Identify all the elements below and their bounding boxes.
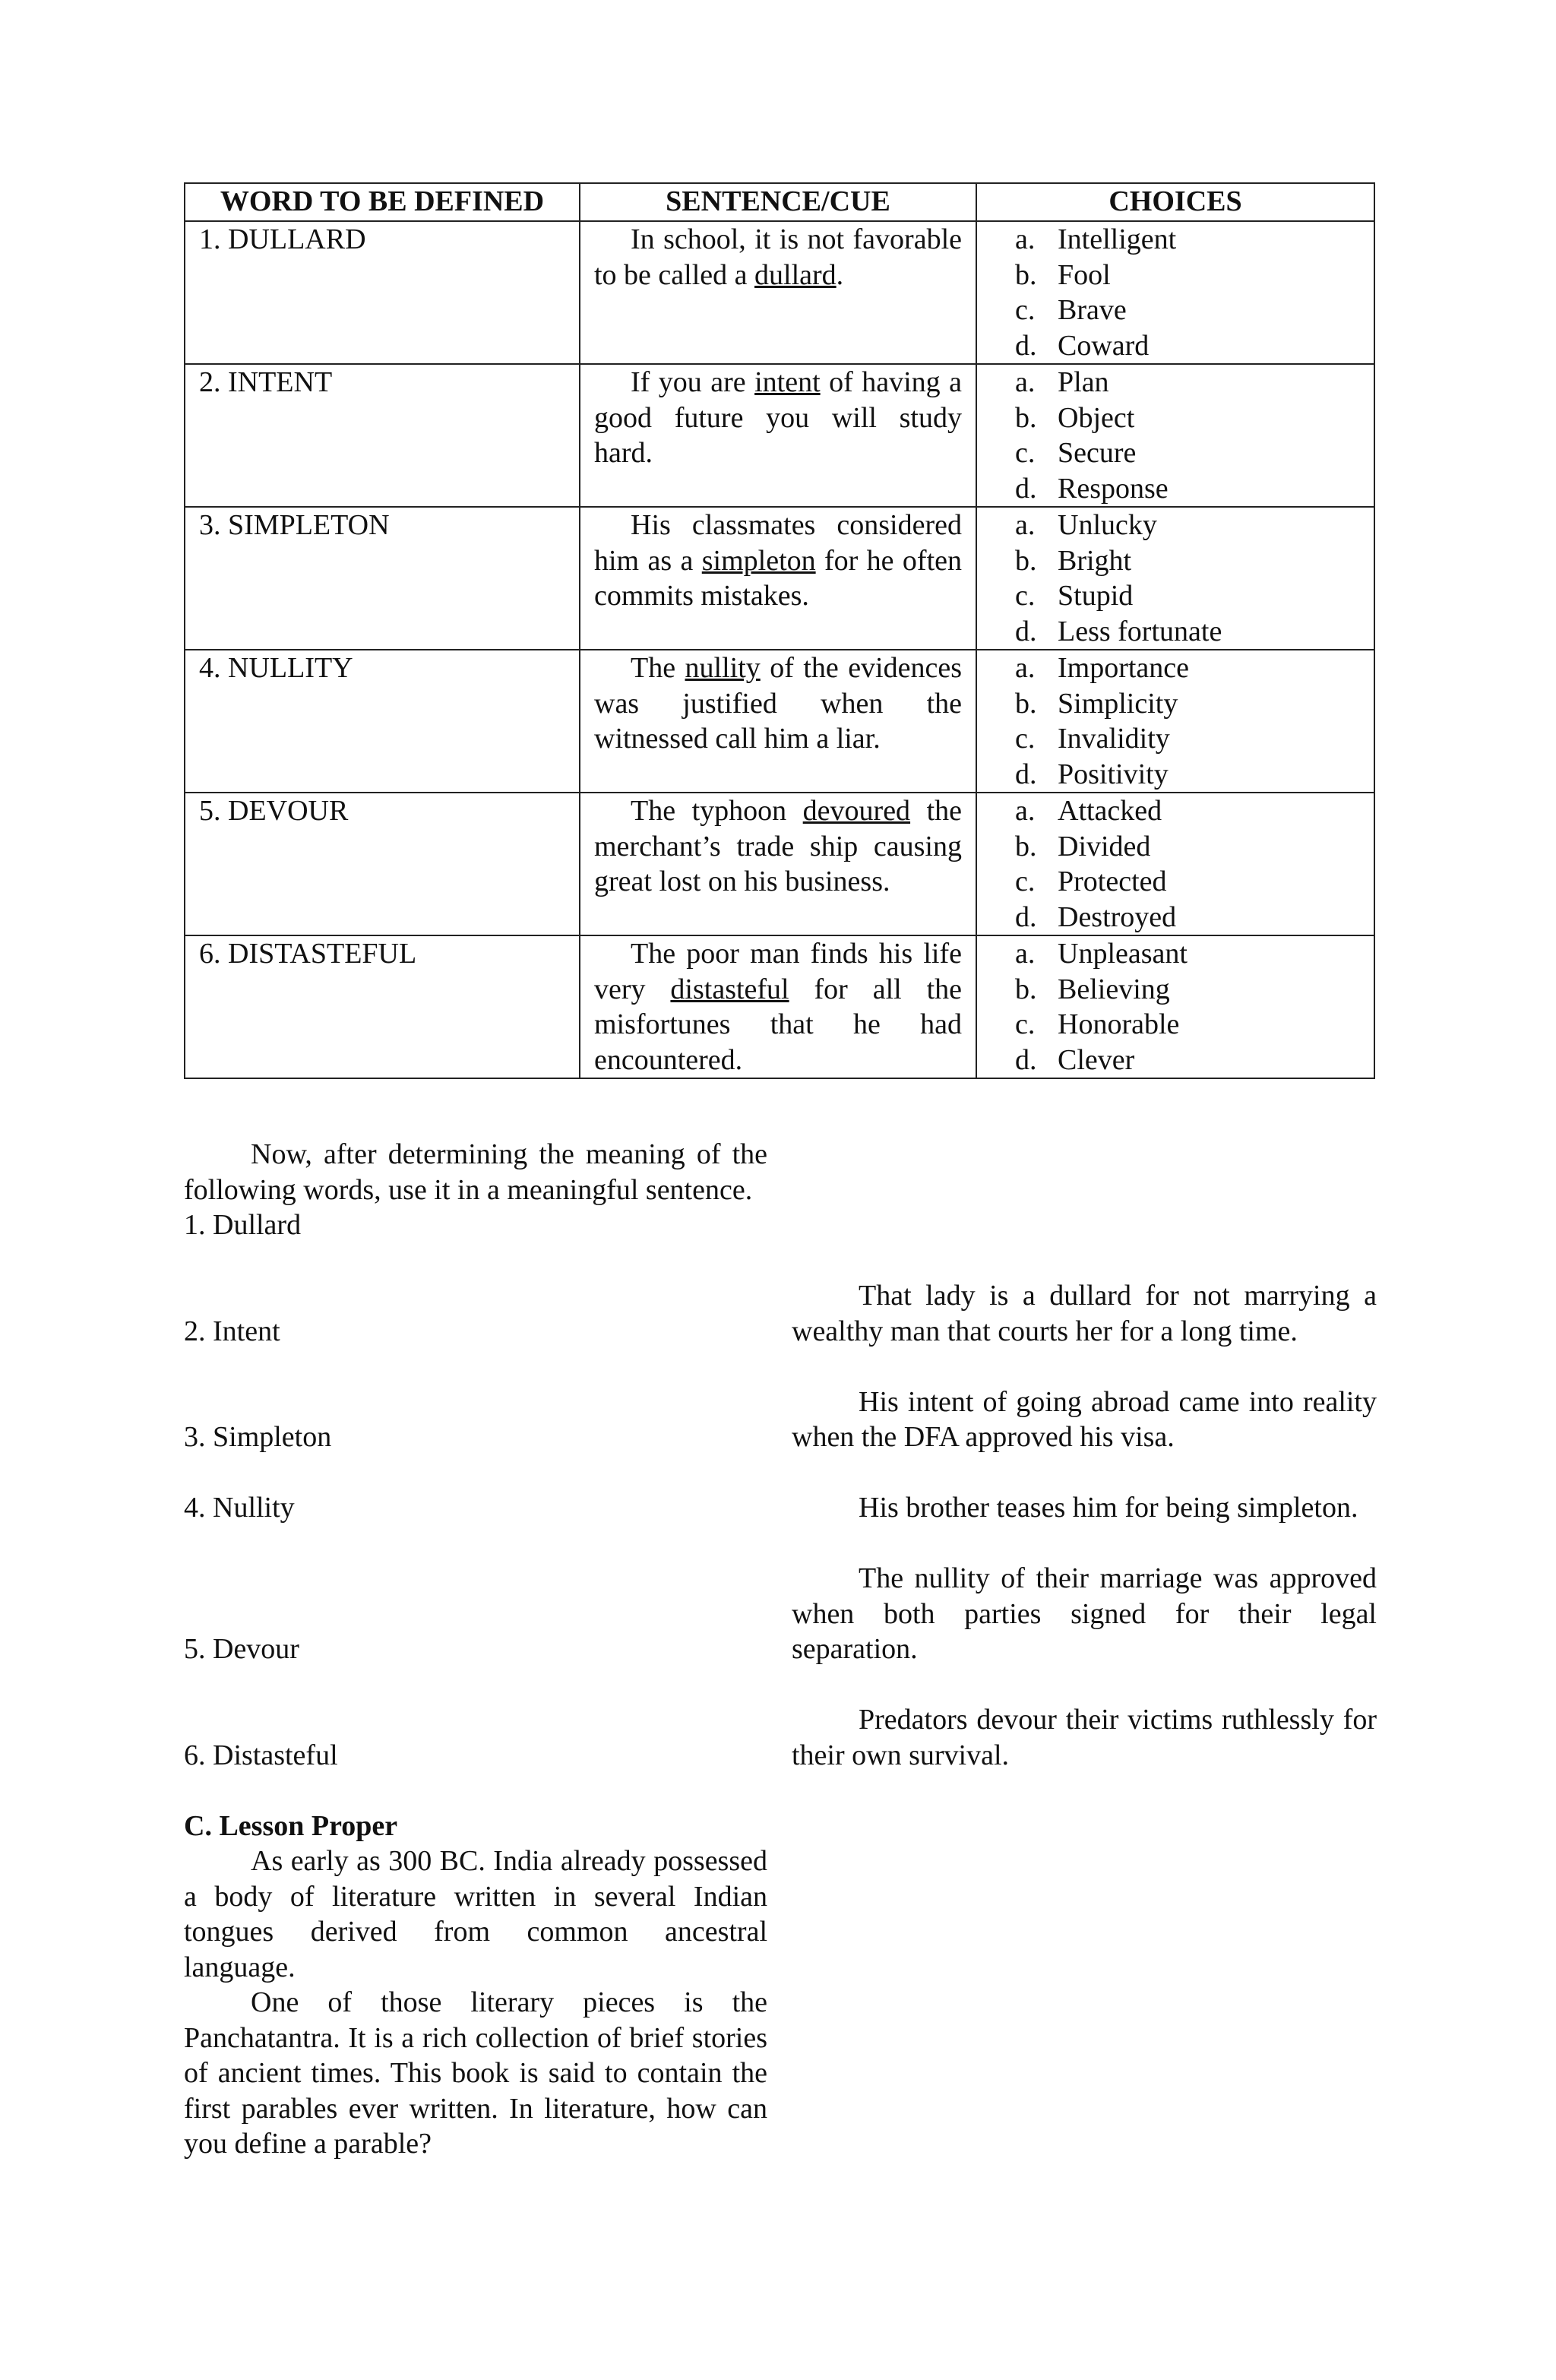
header-sentence-cue: SENTENCE/CUE <box>580 183 976 221</box>
choice-option <box>1015 793 1374 829</box>
table-header-row <box>185 183 1374 221</box>
choice-letter: b. <box>1015 687 1037 720</box>
choices-cell <box>976 364 1374 507</box>
choice-option <box>1015 972 1374 1008</box>
choice-text: Importance <box>1058 652 1190 684</box>
cue-text: If you are <box>631 366 755 398</box>
choice-option <box>1015 1007 1374 1043</box>
table-row <box>185 507 1374 650</box>
choice-text: Intelligent <box>1058 223 1177 255</box>
choice-letter: b. <box>1015 401 1037 434</box>
word-cell: 5. DEVOUR <box>185 793 580 935</box>
choice-letter: a. <box>1015 366 1036 398</box>
choice-letter: d. <box>1015 472 1037 505</box>
choice-letter: d. <box>1015 615 1037 647</box>
word-cell: 2. INTENT <box>185 364 580 507</box>
word-cell: 4. NULLITY <box>185 650 580 793</box>
target-word: intent <box>754 366 821 398</box>
vocabulary-table <box>184 182 1375 1079</box>
choice-text: Invalidity <box>1058 723 1170 755</box>
choice-option <box>1015 1043 1374 1078</box>
cue-text: His classmates considered him as a <box>594 509 962 577</box>
choice-letter: b. <box>1015 830 1037 862</box>
choice-option <box>1015 936 1374 972</box>
choice-text: Plan <box>1058 366 1109 398</box>
list-item: 4. Nullity <box>184 1492 295 1524</box>
choice-text: Coward <box>1058 329 1150 362</box>
cue-text: The <box>631 652 685 684</box>
cue-cell <box>580 364 976 507</box>
list-item: 1. Dullard <box>184 1209 302 1241</box>
answer-sentence: His brother teases him for being simpleton. <box>859 1492 1358 1524</box>
choice-letter: c. <box>1015 437 1036 469</box>
choices-cell <box>976 221 1374 364</box>
choices-cell <box>976 650 1374 793</box>
choice-option <box>1015 293 1374 328</box>
instruction-text: Now, after determining the meaning of the following words, use it in a meaningful sentence. <box>184 1138 767 1206</box>
choice-text: Divided <box>1058 830 1151 862</box>
cue-text: of having a good future you will study hard. <box>594 366 962 469</box>
choice-text: Secure <box>1058 437 1137 469</box>
choice-text: Object <box>1058 401 1135 434</box>
choice-text: Protected <box>1058 866 1167 897</box>
choice-option <box>1015 864 1374 900</box>
choice-text: Honorable <box>1058 1008 1180 1040</box>
cue-cell <box>580 935 976 1078</box>
choices-cell <box>976 507 1374 650</box>
word-cell: 1. DULLARD <box>185 221 580 364</box>
section-heading: C. Lesson Proper <box>184 1809 398 1842</box>
choice-text: Positivity <box>1058 758 1169 790</box>
choice-option <box>1015 400 1374 436</box>
lesson-paragraph: As early as 300 BC. India already possessed a body of literature written in several Indian tongues derived from common ancestral language. <box>184 1845 767 1983</box>
list-item: 5. Devour <box>184 1633 299 1665</box>
choice-letter: a. <box>1015 938 1036 970</box>
answer-sentence: His intent of going abroad came into reality when the DFA approved his visa. <box>792 1385 1377 1453</box>
choice-option <box>1015 435 1374 471</box>
right-column <box>792 1278 1377 1773</box>
lesson-paragraph: One of those literary pieces is the Panchatantra. It is a rich collection of brief stories of ancient times. This book is said to contain the first parables ever written. In literature, how can you define a parable? <box>184 1986 767 2160</box>
list-item: 2. Intent <box>184 1315 280 1347</box>
choice-text: Unpleasant <box>1058 938 1188 970</box>
table-row <box>185 221 1374 364</box>
cue-text: The poor man finds his life very <box>594 938 962 1005</box>
choice-letter: c. <box>1015 580 1036 612</box>
choice-option <box>1015 721 1374 757</box>
choice-letter: c. <box>1015 1008 1036 1040</box>
answer-sentence: Predators devour their victims ruthlessly for their own survival. <box>792 1704 1377 1771</box>
choice-letter: a. <box>1015 509 1036 541</box>
cue-text: for he often commits mistakes. <box>594 544 962 612</box>
choice-option <box>1015 757 1374 793</box>
choice-letter: d. <box>1015 329 1037 362</box>
choice-option <box>1015 365 1374 400</box>
choice-text: Response <box>1058 472 1169 505</box>
choice-option <box>1015 578 1374 614</box>
cue-cell <box>580 650 976 793</box>
cue-cell <box>580 793 976 935</box>
choice-text: Stupid <box>1058 580 1134 612</box>
word-cell: 3. SIMPLETON <box>185 507 580 650</box>
cue-cell <box>580 507 976 650</box>
choice-letter: b. <box>1015 258 1037 291</box>
target-word: devoured <box>802 795 911 827</box>
choice-letter: a. <box>1015 652 1036 684</box>
table-row <box>185 650 1374 793</box>
target-word: distasteful <box>670 973 789 1005</box>
left-column <box>184 1137 767 2162</box>
answer-sentence: The nullity of their marriage was approved when both parties signed for their legal separation. <box>792 1562 1377 1665</box>
choices-cell <box>976 793 1374 935</box>
choice-text: Bright <box>1058 544 1132 577</box>
table-body <box>185 221 1374 1078</box>
choice-option <box>1015 614 1374 650</box>
choice-letter: b. <box>1015 544 1037 577</box>
choice-text: Simplicity <box>1058 687 1178 720</box>
choice-text: Attacked <box>1058 795 1162 827</box>
choice-option <box>1015 328 1374 364</box>
list-item: 3. Simpleton <box>184 1421 332 1453</box>
header-choices: CHOICES <box>976 183 1374 221</box>
choice-letter: b. <box>1015 973 1037 1005</box>
choice-text: Unlucky <box>1058 509 1157 541</box>
choice-letter: c. <box>1015 294 1036 326</box>
choice-letter: a. <box>1015 223 1036 255</box>
choice-option <box>1015 258 1374 293</box>
header-word: WORD TO BE DEFINED <box>185 183 580 221</box>
choice-letter: c. <box>1015 723 1036 755</box>
cue-text: the merchant’s trade ship causing great lost on his business. <box>594 795 962 897</box>
table-row <box>185 364 1374 507</box>
target-word: simpleton <box>701 544 816 577</box>
cue-text: of the evidences was justified when the witnessed call him a liar. <box>594 652 963 755</box>
choice-option <box>1015 829 1374 865</box>
answer-sentence: That lady is a dullard for not marrying a wealthy man that courts her for a long time. <box>792 1280 1377 1347</box>
choice-text: Believing <box>1058 973 1170 1005</box>
choice-text: Brave <box>1058 294 1127 326</box>
choice-option <box>1015 222 1374 258</box>
choice-letter: a. <box>1015 795 1036 827</box>
choice-option <box>1015 508 1374 543</box>
choices-cell <box>976 935 1374 1078</box>
choice-letter: d. <box>1015 758 1037 790</box>
choice-option <box>1015 543 1374 579</box>
choice-option <box>1015 650 1374 686</box>
choice-option <box>1015 900 1374 935</box>
word-cell: 6. DISTASTEFUL <box>185 935 580 1078</box>
choice-text: Destroyed <box>1058 900 1177 933</box>
target-word: dullard <box>754 258 837 291</box>
choice-letter: c. <box>1015 866 1036 897</box>
choice-text: Fool <box>1058 258 1111 291</box>
cue-text: . <box>836 258 844 291</box>
cue-text: for all the misfortunes that he had encountered. <box>594 973 962 1076</box>
cue-text: In school, it is not favorable to be called a <box>594 223 962 291</box>
table-row <box>185 793 1374 935</box>
target-word: nullity <box>685 652 761 684</box>
cue-text: The typhoon <box>631 795 803 827</box>
list-item: 6. Distasteful <box>184 1739 338 1771</box>
choice-option <box>1015 686 1374 722</box>
choice-letter: d. <box>1015 900 1037 933</box>
choice-option <box>1015 471 1374 507</box>
table-row <box>185 935 1374 1078</box>
choice-text: Less fortunate <box>1058 615 1222 647</box>
choice-text: Clever <box>1058 1043 1135 1076</box>
choice-letter: d. <box>1015 1043 1037 1076</box>
cue-cell <box>580 221 976 364</box>
